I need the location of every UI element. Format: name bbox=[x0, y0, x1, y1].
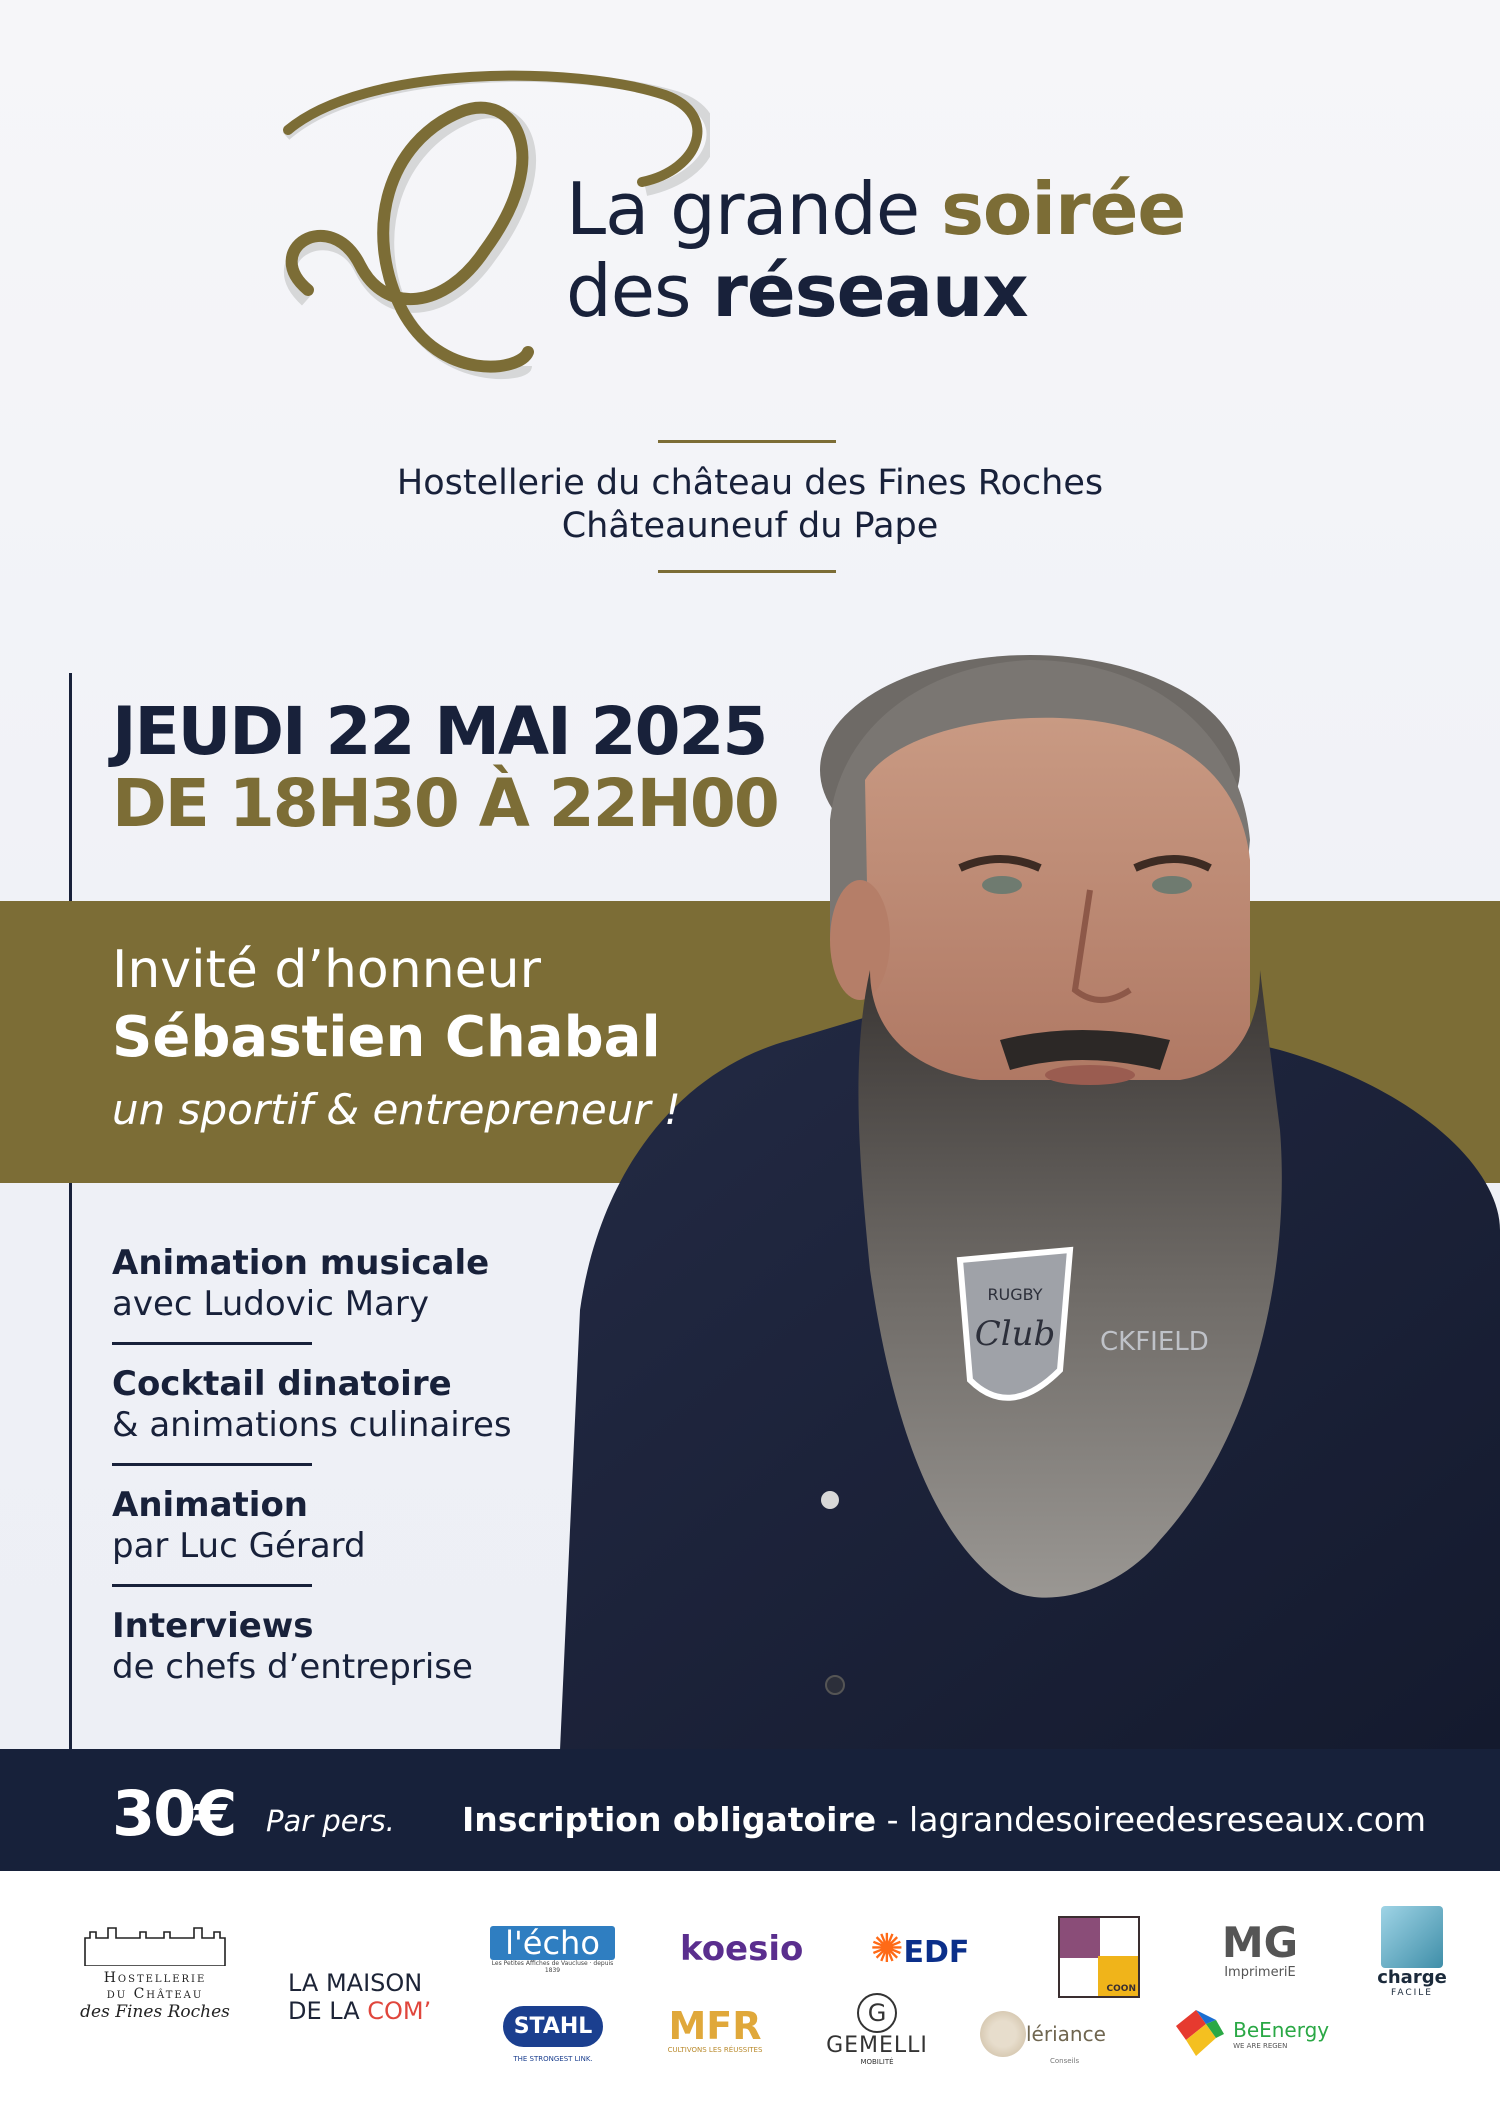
guest-description: un sportif & entrepreneur ! bbox=[112, 1085, 681, 1134]
beenergy-tag: WE ARE REGEN bbox=[1233, 2042, 1288, 2050]
program-subtitle: par Luc Gérard bbox=[112, 1526, 366, 1566]
registration-separator: - bbox=[876, 1800, 910, 1839]
sponsor-coon bbox=[1058, 1916, 1140, 1998]
sponsor-hostellerie bbox=[50, 1926, 260, 2022]
shirt-text: CKFIELD bbox=[1100, 1327, 1209, 1357]
cleriance-sub: Conseils bbox=[1050, 2057, 1080, 2065]
sponsor-charge bbox=[1377, 1906, 1447, 1998]
title-part1: La grande bbox=[566, 167, 942, 251]
badge-main-text: Club bbox=[974, 1314, 1056, 1354]
venue-bottom-rule bbox=[658, 570, 836, 573]
venue-line2: Châteauneuf du Pape bbox=[561, 506, 939, 546]
sponsor-beenergy bbox=[1172, 2006, 1332, 2062]
registration-line bbox=[462, 1800, 1426, 1839]
hostellerie-line1: Hostellerie bbox=[103, 1970, 207, 1986]
edf-name: EDF bbox=[903, 1935, 970, 1970]
sponsor-koesio: koesio bbox=[680, 1929, 804, 1969]
maison-com-line2b: COM’ bbox=[367, 1997, 432, 2025]
title-part4: réseaux bbox=[712, 249, 1028, 333]
sponsor-cleriance bbox=[980, 2011, 1130, 2065]
program-subtitle: avec Ludovic Mary bbox=[112, 1284, 429, 1324]
sponsor-maison-com bbox=[288, 1969, 431, 2025]
stahl-name: STAHL bbox=[503, 2006, 603, 2047]
sponsor-stahl bbox=[503, 2006, 603, 2063]
cleriance-name: lériance bbox=[1026, 2022, 1106, 2046]
sponsor-mg bbox=[1210, 1918, 1310, 1980]
badge-top-text: RUGBY bbox=[987, 1285, 1043, 1304]
event-date: JEUDI 22 MAI 2025 bbox=[112, 693, 767, 770]
title-part3: des bbox=[566, 249, 713, 333]
charge-sub: FACILE bbox=[1391, 1988, 1433, 1998]
program-item bbox=[112, 1485, 632, 1567]
coon-name: COON bbox=[1106, 1984, 1136, 1994]
price: 30€ bbox=[112, 1777, 236, 1850]
program-divider bbox=[112, 1342, 312, 1345]
program-subtitle: & animations culinaires bbox=[112, 1405, 512, 1445]
program-title: Cocktail dinatoire bbox=[112, 1364, 452, 1404]
program-divider bbox=[112, 1463, 312, 1466]
event-title bbox=[566, 168, 1185, 332]
program-item bbox=[112, 1364, 632, 1446]
hostellerie-line3: des Fines Roches bbox=[80, 2002, 230, 2022]
echo-tag: Les Petites Affiches de Vaucluse · depuis 1839 bbox=[491, 1960, 614, 1974]
program-title: Animation musicale bbox=[112, 1243, 490, 1283]
beenergy-name: BeEnergy bbox=[1233, 2018, 1330, 2042]
program-divider bbox=[112, 1584, 312, 1587]
gemelli-name: GEMELLI bbox=[826, 2033, 928, 2058]
program-item bbox=[112, 1606, 632, 1688]
sponsor-mfr bbox=[650, 2006, 780, 2054]
maison-com-line2a: DE LA bbox=[288, 1997, 368, 2025]
website-link[interactable]: lagrandesoireedesreseaux.com bbox=[909, 1800, 1427, 1839]
mfr-name: MFR bbox=[668, 2004, 762, 2048]
guest-portrait bbox=[560, 610, 1500, 1750]
sponsor-echo bbox=[490, 1926, 615, 1974]
mg-name: MG bbox=[1221, 1918, 1299, 1967]
edf-flower-icon: ✺ bbox=[870, 1926, 904, 1972]
charge-plug-icon bbox=[1381, 1906, 1443, 1968]
program-title: Interviews bbox=[112, 1606, 314, 1646]
gemelli-sub: MOBILITÉ bbox=[860, 2058, 894, 2066]
beenergy-cube-icon bbox=[1172, 2006, 1228, 2062]
charge-name: charge bbox=[1377, 1967, 1447, 1988]
guest-name: Sébastien Chabal bbox=[112, 1005, 661, 1070]
venue-line1: Hostellerie du château des Fines Roches bbox=[396, 463, 1104, 503]
sponsors-strip bbox=[0, 1871, 1500, 2121]
program-item bbox=[112, 1243, 632, 1325]
program-subtitle: de chefs d’entreprise bbox=[112, 1647, 473, 1687]
echo-name: l'écho bbox=[490, 1926, 615, 1960]
event-time: DE 18H30 À 22H00 bbox=[112, 765, 778, 842]
sponsor-gemelli bbox=[822, 1993, 932, 2066]
registration-label: Inscription obligatoire bbox=[462, 1800, 877, 1839]
gemelli-g-icon: G bbox=[857, 1993, 897, 2033]
venue-top-rule bbox=[658, 440, 836, 443]
price-per: Par pers. bbox=[266, 1804, 395, 1838]
castle-icon bbox=[80, 1926, 230, 1966]
maison-com-line1: LA MAISON bbox=[288, 1969, 423, 1997]
sponsor-edf bbox=[870, 1926, 970, 1972]
program-title: Animation bbox=[112, 1485, 309, 1525]
mfr-tag: CULTIVONS LES RÉUSSITES bbox=[667, 2046, 763, 2054]
title-part2: soirée bbox=[941, 167, 1186, 251]
mg-sub: ImprimeriE bbox=[1224, 1965, 1296, 1980]
left-vertical-rule bbox=[69, 673, 72, 1750]
guest-intro: Invité d’honneur bbox=[112, 940, 541, 1000]
hostellerie-line2: du Château bbox=[106, 1986, 204, 2002]
cleriance-c-icon bbox=[980, 2011, 1026, 2057]
stahl-tag: THE STRONGEST LINK. bbox=[513, 2055, 593, 2063]
coon-logo-icon bbox=[1060, 1918, 1100, 1958]
